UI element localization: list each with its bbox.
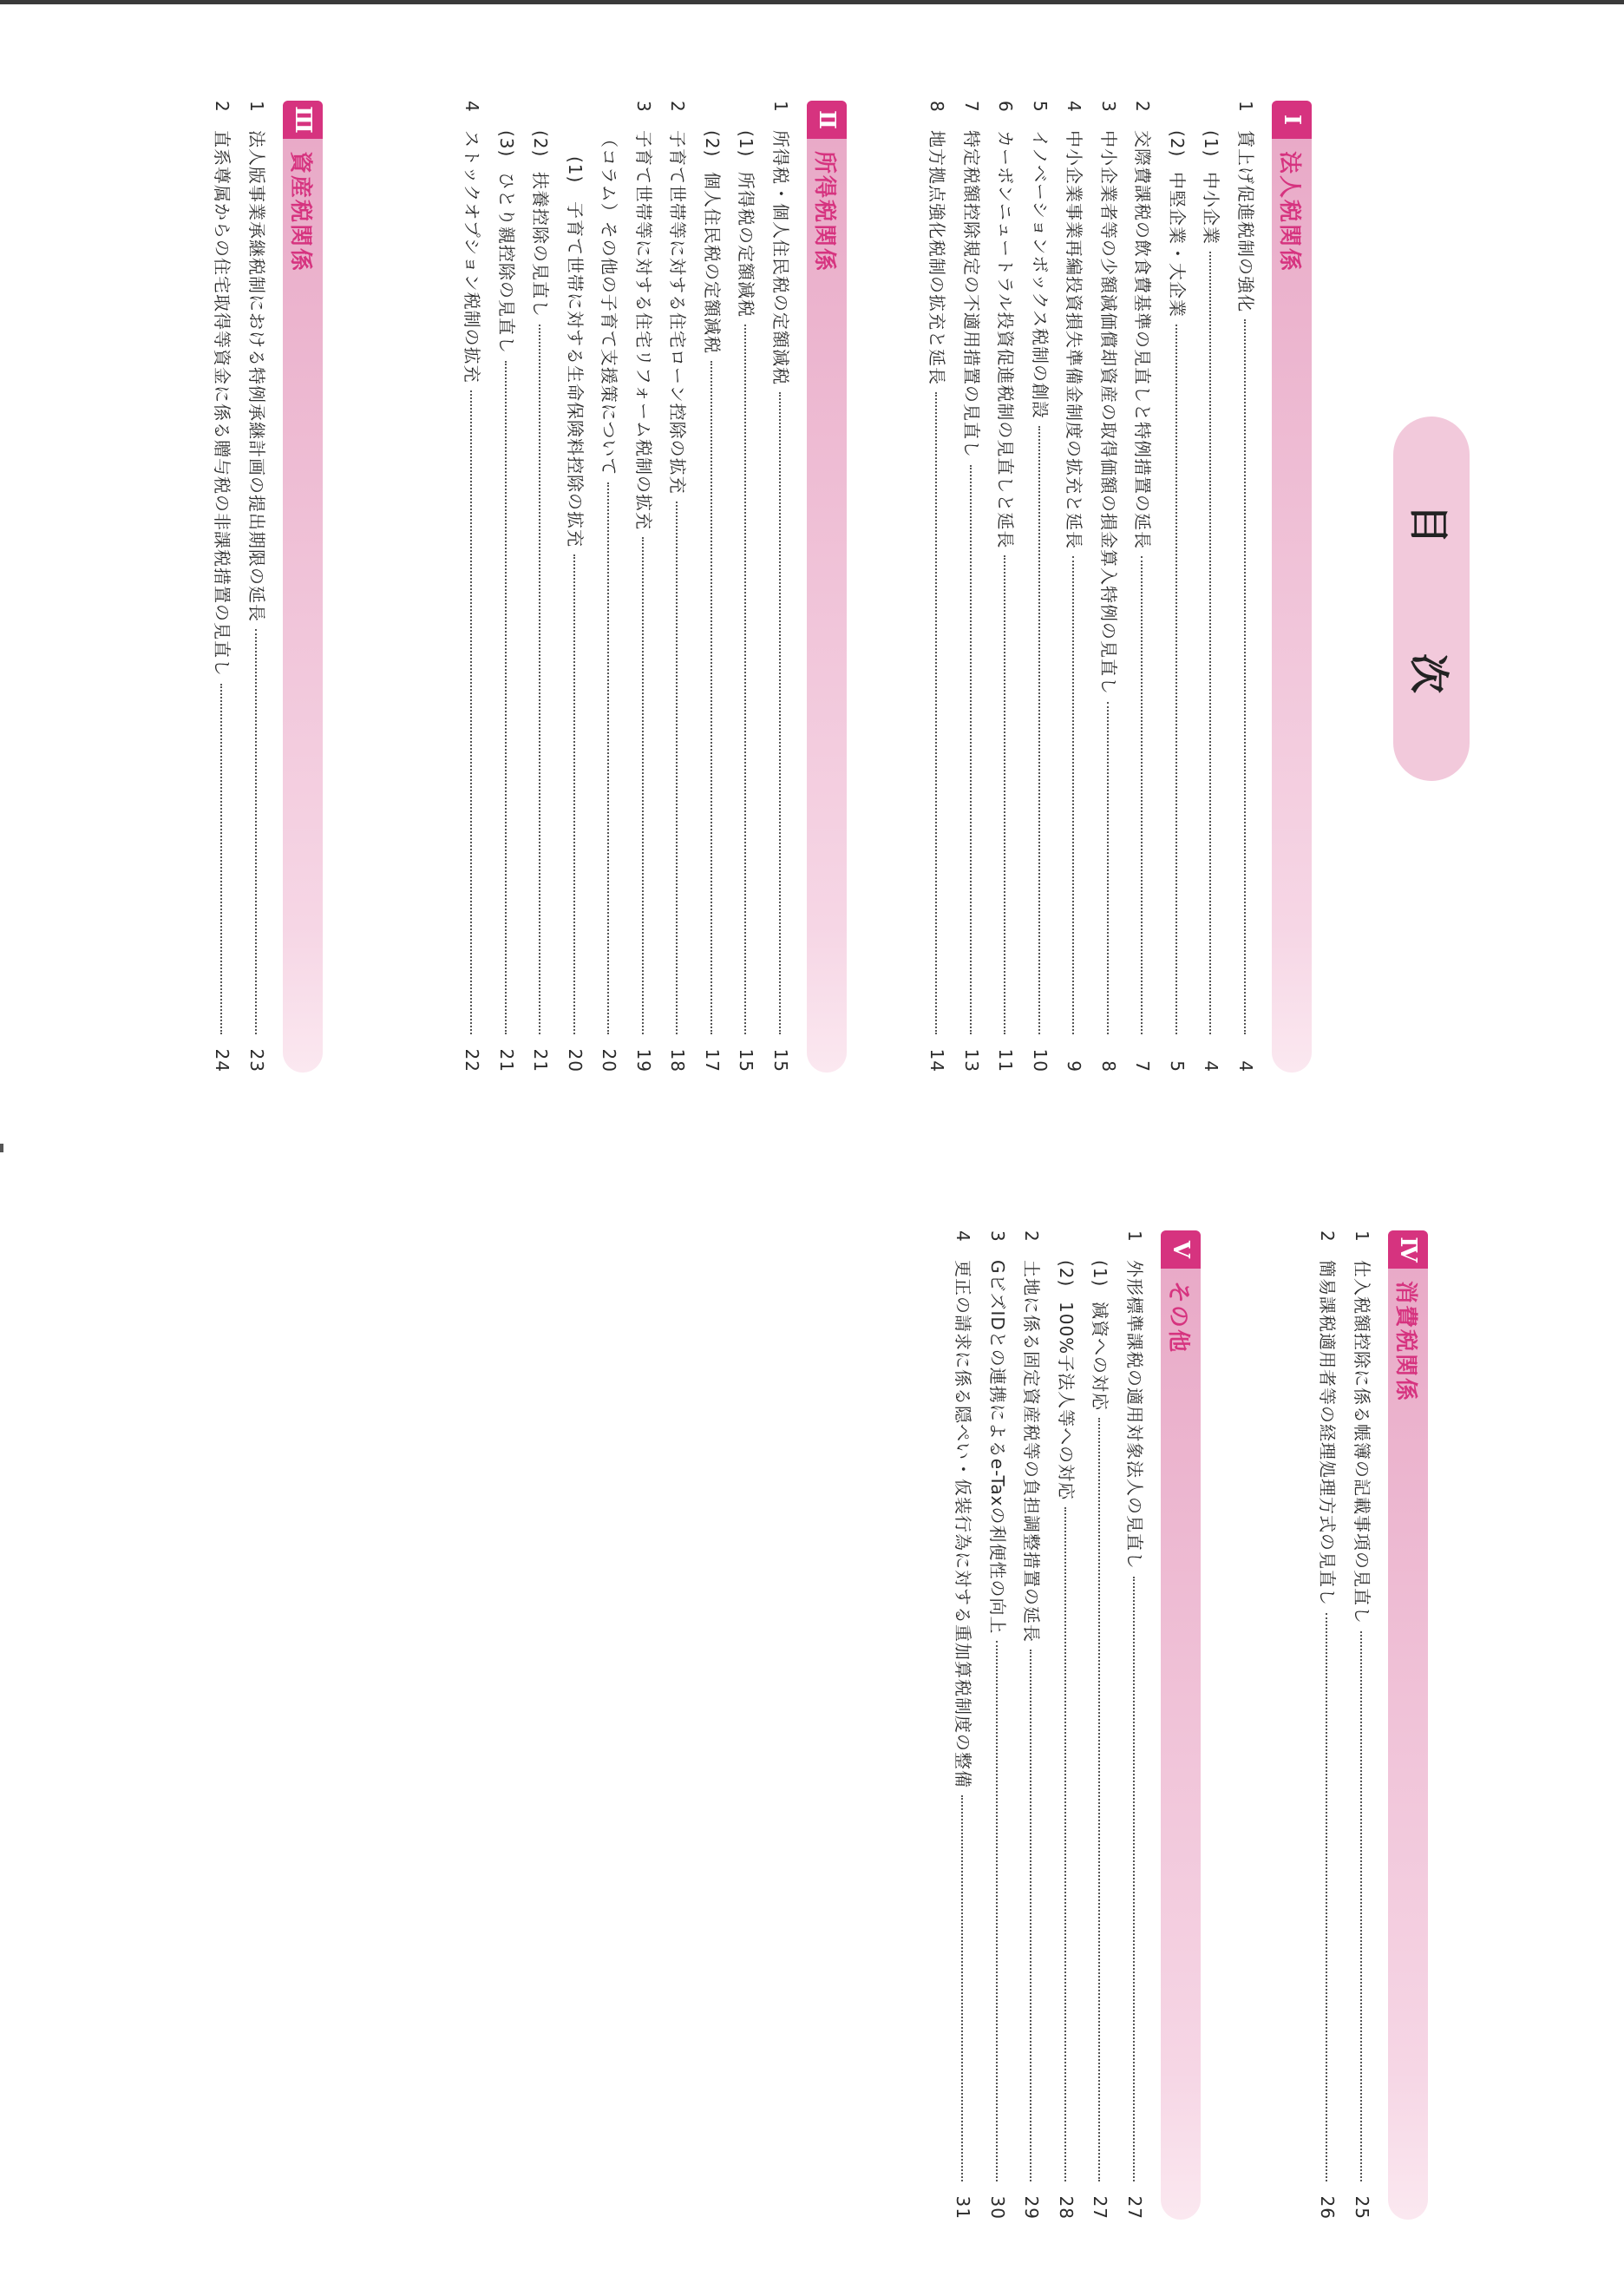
section-header (283, 101, 323, 1073)
toc-item-text: 100%子法人等への対応 (1056, 1302, 1077, 1501)
toc-item-page: 27 (1124, 2195, 1145, 2220)
toc-item[interactable] (589, 101, 624, 1073)
toc-item-page: 21 (530, 1048, 552, 1073)
section-header (1272, 101, 1312, 1073)
toc-item[interactable]: (2) 中堅企業・大企業 5 (1157, 101, 1192, 1073)
leader-dots (573, 554, 575, 1034)
leader-dots (779, 392, 781, 1034)
leader-dots (608, 482, 610, 1034)
toc-item-page: 31 (953, 2195, 974, 2220)
toc-title (1393, 417, 1470, 781)
toc-item[interactable]: (1) 減資への対応 27 (1080, 1230, 1115, 2220)
leader-dots (1244, 319, 1246, 1034)
leader-dots (540, 325, 541, 1034)
toc-item-page: 7 (1132, 1060, 1154, 1073)
toc-item[interactable]: (1) 子育て世帯に対する生命保険料控除の拡充 20 (555, 101, 590, 1073)
toc-item-text: 減資への対応 (1090, 1302, 1111, 1411)
toc-item[interactable]: 1 法人版事業承継税制における特例承継計画の提出期限の延長 23 (237, 101, 272, 1073)
leader-dots (642, 537, 644, 1034)
toc-item-text: 子育て世帯に対する生命保険料控除の拡充 (565, 201, 586, 548)
leader-dots (1064, 1507, 1066, 2181)
leader-dots (710, 361, 712, 1034)
toc-item-text: 法人版事業承継税制における特例承継計画の提出期限の延長 (246, 130, 267, 622)
section-corporate-tax (917, 101, 1312, 1073)
toc-item-text: 扶養控除の見直し (530, 172, 552, 318)
toc-item-page: 15 (736, 1048, 757, 1073)
toc-item-text: 交際費課税の飲食費基準の見直しと特例措置の延長 (1132, 130, 1154, 549)
section-header (1388, 1230, 1428, 2220)
toc-list (943, 1230, 1149, 2220)
section-title: 消費税関係 (1392, 1281, 1419, 1403)
toc-item-text: カーボンニュートラル投資促進税制の見直しと延長 (995, 130, 1017, 549)
leader-dots (1031, 1650, 1032, 2181)
toc-item-page: 5 (1167, 1060, 1188, 1073)
toc-item[interactable]: 2 土地に係る固定資産税等の負担調整措置の延長 29 (1012, 1230, 1046, 2220)
toc-item[interactable]: 5 イノベーションボックス税制の創設 10 (1020, 101, 1055, 1073)
toc-item-text: ひとり親控除の見直し (496, 172, 517, 354)
leader-dots (962, 1795, 964, 2181)
toc-item[interactable]: 2 直系尊属からの住宅取得等資金に係る贈与税の非課税措置の見直し 24 (202, 101, 237, 1073)
toc-item[interactable]: 1 外形標準課税の適用対象法人の見直し 27 (1115, 1230, 1149, 2220)
toc-item-text: （コラム）その他の子育て支援策について (599, 130, 620, 476)
leader-dots (221, 684, 223, 1034)
toc-item[interactable]: 4 中小企業事業再編投資損失準備金制度の拡充と延長 9 (1054, 101, 1089, 1073)
toc-item-page: 30 (987, 2195, 1008, 2220)
toc-item[interactable]: 2 簡易課税適用者等の経理処理方式の見直し 26 (1307, 1230, 1342, 2220)
toc-item[interactable]: 2 子育て世帯等に対する住宅ローン控除の拡充 18 (658, 101, 692, 1073)
toc-item-page: 24 (212, 1048, 233, 1073)
toc-item[interactable]: (2) 個人住民税の定額減税 17 (692, 101, 727, 1073)
toc-item[interactable]: (3) ひとり親控除の見直し 21 (487, 101, 521, 1073)
toc-item-page: 20 (565, 1048, 586, 1073)
toc-item-text: 所得税・個人住民税の定額減税 (770, 130, 791, 385)
toc-item-page: 27 (1090, 2195, 1111, 2220)
section-numeral: Ⅳ (1388, 1230, 1428, 1269)
leader-dots (936, 392, 938, 1034)
toc-item[interactable]: 3 子育て世帯等に対する住宅リフォーム税制の拡充 19 (624, 101, 658, 1073)
section-title: 資産税関係 (287, 151, 314, 273)
toc-list (917, 101, 1260, 1073)
leader-dots (255, 629, 257, 1034)
leader-dots (505, 361, 507, 1034)
leader-dots (1099, 1418, 1101, 2181)
toc-item-text: 土地に係る固定資産税等の負担調整措置の延長 (1021, 1260, 1043, 1643)
toc-item[interactable]: (1) 中小企業 4 (1191, 101, 1226, 1073)
toc-item-page: 4 (1201, 1060, 1222, 1073)
toc-item-page: 23 (246, 1048, 267, 1073)
toc-item-text: 所得税の定額減税 (736, 172, 757, 318)
leader-dots (1038, 426, 1040, 1034)
toc-item-page: 19 (633, 1048, 654, 1073)
section-income-tax (452, 101, 847, 1073)
toc-item-page: 14 (927, 1048, 948, 1073)
toc-item-page: 26 (1317, 2195, 1339, 2220)
toc-item[interactable]: 6 カーボンニュートラル投資促進税制の見直しと延長 11 (986, 101, 1020, 1073)
toc-item-page: 20 (599, 1048, 620, 1073)
leader-dots (1107, 702, 1109, 1034)
toc-item-text: 子育て世帯等に対する住宅ローン控除の拡充 (667, 130, 689, 495)
toc-item-text: イノベーションボックス税制の創設 (1030, 130, 1051, 419)
section-title: 法人税関係 (1276, 151, 1303, 273)
toc-item-page: 15 (770, 1048, 791, 1073)
toc-item[interactable]: 4 ストックオプション税制の拡充 22 (452, 101, 487, 1073)
toc-item[interactable]: 7 特定税額控除規定の不適用措置の見直し 13 (952, 101, 986, 1073)
toc-item[interactable]: 3 中小企業者等の少額減価償却資産の取得価額の損金算入特例の見直し 8 (1089, 101, 1123, 1073)
toc-item-page: 22 (462, 1048, 483, 1073)
leader-dots (471, 390, 473, 1034)
toc-item-page: 4 (1235, 1060, 1256, 1073)
toc-item[interactable]: 1 仕入税額控除に係る帳簿の記載事項の見直し 25 (1342, 1230, 1377, 2220)
toc-item-page: 21 (496, 1048, 517, 1073)
leader-dots (1326, 1613, 1328, 2181)
section-header (1161, 1230, 1201, 2220)
toc-item-page: 11 (995, 1048, 1017, 1073)
section-other (943, 1230, 1201, 2220)
toc-item[interactable]: 1 賃上げ促進税制の強化 4 (1226, 101, 1261, 1073)
section-asset-tax (202, 101, 323, 1073)
section-title: その他 (1165, 1281, 1192, 1355)
leader-dots (745, 325, 747, 1034)
toc-item-text: 外形標準課税の適用対象法人の見直し (1124, 1260, 1145, 1570)
toc-list (452, 101, 795, 1073)
toc-item[interactable]: 1 所得税・個人住民税の定額減税 15 (761, 101, 796, 1073)
toc-item[interactable]: (2) 100%子法人等への対応 28 (1046, 1230, 1081, 2220)
toc-item[interactable]: 8 地方拠点強化税制の拡充と延長 14 (917, 101, 952, 1073)
toc-item-text: 更正の請求に係る隠ぺい・仮装行為に対する重加算税制度の整備 (953, 1260, 974, 1788)
toc-item-page: 28 (1056, 2195, 1077, 2220)
toc-item-text: 中堅企業・大企業 (1167, 172, 1188, 318)
section-numeral: Ⅱ (807, 101, 847, 139)
section-header (807, 101, 847, 1073)
toc-item-page: 13 (961, 1048, 982, 1073)
toc-item-text: 個人住民税の定額減税 (702, 172, 723, 354)
toc-item[interactable]: (2) 扶養控除の見直し 21 (521, 101, 555, 1073)
toc-item-page: 29 (1021, 2195, 1043, 2220)
toc-item-text: 特定税額控除規定の不適用措置の見直し (961, 130, 982, 458)
toc-item-page: 9 (1064, 1060, 1085, 1073)
toc-item-text: 仕入税額控除に係る帳簿の記載事項の見直し (1352, 1260, 1372, 1624)
toc-list (1307, 1230, 1376, 2220)
toc-list (202, 101, 271, 1073)
section-numeral: Ⅲ (283, 101, 323, 139)
toc-item[interactable]: (1) 所得税の定額減税 15 (726, 101, 761, 1073)
leader-dots (1175, 325, 1177, 1034)
toc-item-text: 簡易課税適用者等の経理処理方式の見直し (1317, 1260, 1339, 1606)
leader-dots (1073, 556, 1075, 1034)
toc-item-text: 子育て世帯等に対する住宅リフォーム税制の拡充 (633, 130, 654, 530)
toc-item-page: 18 (667, 1048, 689, 1073)
toc-item-page: 25 (1352, 2195, 1372, 2220)
section-numeral: Ⅰ (1272, 101, 1312, 139)
toc-item-text: 地方拠点強化税制の拡充と延長 (927, 130, 948, 385)
toc-item[interactable]: 3 GビズIDとの連携によるe-Taxの利便性の向上 30 (978, 1230, 1012, 2220)
toc-item-text: GビズIDとの連携によるe-Taxの利便性の向上 (987, 1260, 1008, 1635)
toc-title-text: 目 次 (1405, 504, 1452, 728)
section-title: 所得税関係 (811, 151, 838, 273)
toc-item-page: 8 (1098, 1060, 1119, 1073)
section-numeral: Ⅴ (1161, 1230, 1201, 1269)
toc-item-text: 賃上げ促進税制の強化 (1235, 130, 1256, 312)
leader-dots (1210, 252, 1212, 1034)
toc-item-text: 中小企業 (1201, 172, 1222, 245)
toc-item-text: 直系尊属からの住宅取得等資金に係る贈与税の非課税措置の見直し (212, 130, 233, 677)
toc-item-page: 17 (702, 1048, 723, 1073)
toc-item-text: 中小企業事業再編投資損失準備金制度の拡充と延長 (1064, 130, 1085, 549)
leader-dots (1133, 1577, 1135, 2181)
section-consumption-tax (1307, 1230, 1428, 2220)
leader-dots (677, 502, 678, 1034)
leader-dots (1142, 556, 1143, 1034)
leader-dots (970, 465, 972, 1034)
toc-item[interactable]: 4 更正の請求に係る隠ぺい・仮装行為に対する重加算税制度の整備 31 (943, 1230, 978, 2220)
leader-dots (996, 1641, 998, 2181)
toc-item[interactable]: 2 交際費課税の飲食費基準の見直しと特例措置の延長 7 (1123, 101, 1157, 1073)
toc-item-text: ストックオプション税制の拡充 (462, 130, 483, 384)
toc-item-text: 中小企業者等の少額減価償却資産の取得価額の損金算入特例の見直し (1098, 130, 1119, 695)
toc-item-page: 10 (1030, 1048, 1051, 1073)
leader-dots (1360, 1631, 1362, 2181)
leader-dots (1005, 555, 1006, 1034)
